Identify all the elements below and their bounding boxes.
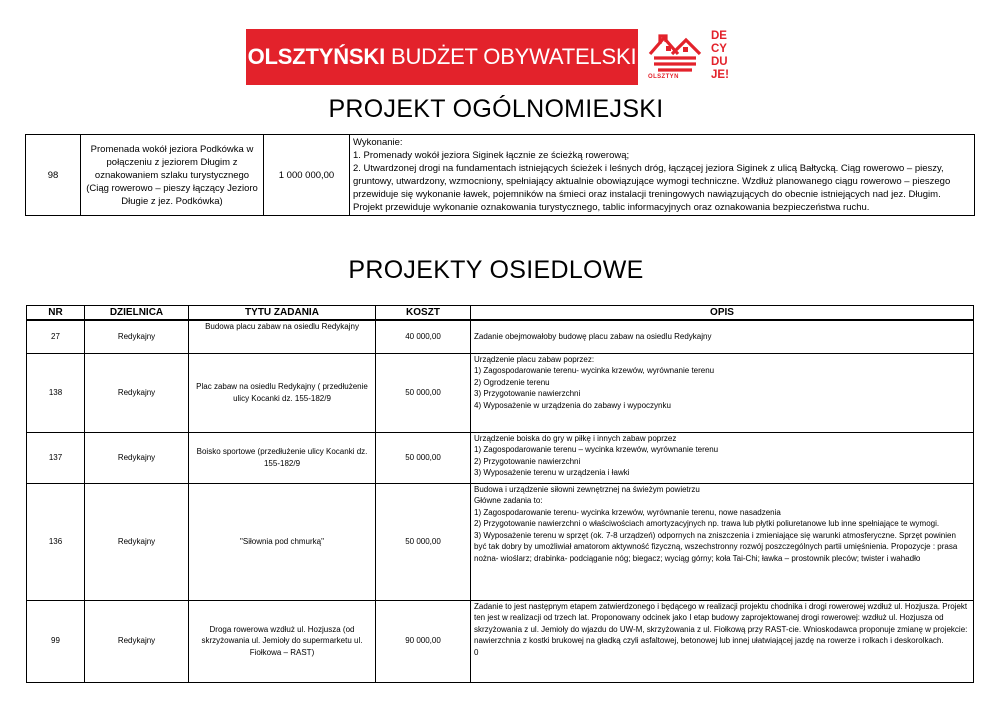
project-title: Budowa placu zabaw na osiedlu Redykajny [189, 320, 376, 353]
general-projects-table [25, 134, 975, 216]
description-line: 2) Przygotowanie nawierzchni o właściwościach amortyzacyjnych np. trawa lub płytki poliuretanowe lub inne spełniające te wymogi. [474, 519, 940, 529]
description-line: Zadanie to jest następnym etapem zatwierdzonego i będącego w realizacji projektu chodnika i drogi rowerowej wzdłuż ul. Hozjusza. Projekt ten jest w realizacji od trzech lat. Proponowany odcinek jako I etap budowy zaprojektowanej drogi rowerowej: wzdłuż ul. Hozjusza od skrzyżowania z ul. Jemioły do wjazdu do UW-M, skrzyżowania z ul. Fiołkową przy RAST-cie. Wnioskodawca proponuje zmianę w projekcie: nawierzchnia z kostki brukowej na gładką czyli asfaltowej, betonowej lub innej ułatwiającej jazdę na rowerze i rolkach i deskorolkach. [474, 601, 968, 646]
project-cost: 50 000,00 [376, 483, 471, 600]
project-description [471, 432, 974, 483]
project-cost: 50 000,00 [376, 353, 471, 432]
column-header-district: DZIELNICA [85, 306, 189, 321]
column-header-title: TYTU ZADANIA [189, 306, 376, 321]
olsztyn-logo [638, 29, 744, 85]
table-row [26, 135, 975, 216]
description-line: 1) Zagospodarowanie terenu- wycinka krzewów, wyrównanie terenu [474, 366, 715, 376]
project-district: Redykajny [85, 353, 189, 432]
district-projects-table [26, 305, 974, 683]
project-cost: 90 000,00 [376, 600, 471, 682]
logo-word-2: CY [711, 43, 727, 55]
general-projects-heading: PROJEKT OGÓLNOMIEJSKI [328, 95, 664, 123]
project-cost: 50 000,00 [376, 432, 471, 483]
description-line: 3) Wyposażenie terenu w sprzęt (ok. 7-8 urządzeń) odpornych na zniszczenia i zmieniające się warunki atmosferyczne. Sprzęt powinien być tak dobry by umożliwiał amatorom aktywność fizyczną, wszechstronny rozwój poszczególnych partii umięśnienia. Propozycje : prasa nożna- wioślarz; drabinka- podciąganie nóg; biegacz; wyciąg górny; koła Tai-Chi; ławka – prostownik pleców; twister i wahadło [474, 530, 958, 564]
description-line: 2) Ogrodzenie terenu [474, 377, 550, 387]
project-number: 99 [27, 600, 85, 682]
description-line: Zadanie obejmowałoby budowę placu zabaw na osiedlu Redykajny [474, 331, 712, 341]
description-line: Budowa i urządzenie siłowni zewnętrznej na świeżym powietrzu [474, 484, 700, 494]
logo-word-4: JE! [711, 69, 729, 81]
project-district: Redykajny [85, 320, 189, 353]
description-line: 3) Wyposażenie terenu w urządzenia i ławki [474, 468, 630, 478]
description-line: Wykonanie: [353, 137, 403, 148]
banner-title-bold: OLSZTYŃSKI [247, 44, 385, 69]
project-description [471, 353, 974, 432]
table-row [27, 353, 974, 432]
logo-word-1: DE [711, 30, 727, 42]
project-number: 27 [27, 320, 85, 353]
description-line: Urządzenie boiska do gry w piłkę i innych zabaw poprzez [474, 433, 677, 443]
description-line: 4) Wyposażenie w urządzenia do zabawy i wypoczynku [474, 400, 671, 410]
project-description [350, 135, 975, 216]
logo-word-3: DU [711, 56, 728, 68]
project-description [471, 600, 974, 682]
project-title: Droga rowerowa wzdłuż ul. Hozjusza (od skrzyżowania ul. Jemioły do supermarketu ul. Fiołkowa – RAST) [189, 600, 376, 682]
project-description [471, 483, 974, 600]
description-line: Główne zadania to: [474, 496, 543, 506]
table-row [27, 600, 974, 682]
column-header-description: OPIS [471, 306, 974, 321]
project-title: Boisko sportowe (przedłużenie ulicy Kocanki dz. 155-182/9 [189, 432, 376, 483]
project-cost: 40 000,00 [376, 320, 471, 353]
description-line: 1) Zagospodarowanie terenu – wycinka krzewów, wyrównanie terenu [474, 445, 719, 455]
table-row [27, 432, 974, 483]
city-emblem-icon [646, 32, 704, 74]
column-header-nr: NR [27, 306, 85, 321]
description-line: Urządzenie placu zabaw poprzez: [474, 354, 595, 364]
description-line: 1) Zagospodarowanie terenu- wycinka krzewów, wyrównanie terenu, nowe nasadzenia [474, 507, 781, 517]
table-header-row [27, 306, 974, 321]
project-title: "Siłownia pod chmurką" [189, 483, 376, 600]
column-header-cost: KOSZT [376, 306, 471, 321]
project-number: 98 [26, 135, 81, 216]
banner-title [246, 29, 638, 85]
project-number: 136 [27, 483, 85, 600]
project-title: Promenada wokół jeziora Podkówka w połączeniu z jeziorem Długim z oznakowaniem szlaku turystycznego (Ciąg rowerowo – pieszy łączący Jezioro Długie z jez. Podkówka) [81, 135, 264, 216]
project-number: 137 [27, 432, 85, 483]
description-line: 0 [474, 647, 479, 657]
header-banner [246, 29, 744, 85]
description-line: 3) Przygotowanie nawierzchni [474, 389, 581, 399]
project-cost: 1 000 000,00 [264, 135, 350, 216]
project-district: Redykajny [85, 600, 189, 682]
project-number: 138 [27, 353, 85, 432]
project-district: Redykajny [85, 483, 189, 600]
project-district: Redykajny [85, 432, 189, 483]
district-projects-heading: PROJEKTY OSIEDLOWE [348, 256, 644, 284]
description-line: 2. Utwardzonej drogi na fundamentach istniejących ścieżek i leśnych dróg, łączącej jeziora Siginek z ulicą Bałtycką. Ciąg rowerowo – pieszy, gruntowy, utwardzony, wzmocniony, spełniający aktualnie obowiązujące wymogi techniczne. Wzdłuż planowanego ciągu rowerowo – pieszego przewiduje się wykonanie ławek, pojemników na śmieci oraz instalacji treningowych nawiązujących do obecnie istniejących nad jez. Długim. Projekt przewiduje wykonanie oznakowania turystycznego, tablic informacyjnych oraz oznakowania bezpieczeństwa ruchu. [353, 163, 951, 213]
logo-city-name: OLSZTYN [648, 74, 679, 80]
description-line: 2) Przygotowanie nawierzchni [474, 456, 581, 466]
table-row [27, 483, 974, 600]
table-row [27, 320, 974, 353]
description-line: 1. Promenady wokół jeziora Siginek łącznie ze ścieżką rowerową; [353, 150, 630, 161]
banner-title-regular: BUDŻET OBYWATELSKI [390, 44, 637, 69]
project-description [471, 320, 974, 353]
project-title: Plac zabaw na osiedlu Redykajny ( przedłużenie ulicy Kocanki dz. 155-182/9 [189, 353, 376, 432]
